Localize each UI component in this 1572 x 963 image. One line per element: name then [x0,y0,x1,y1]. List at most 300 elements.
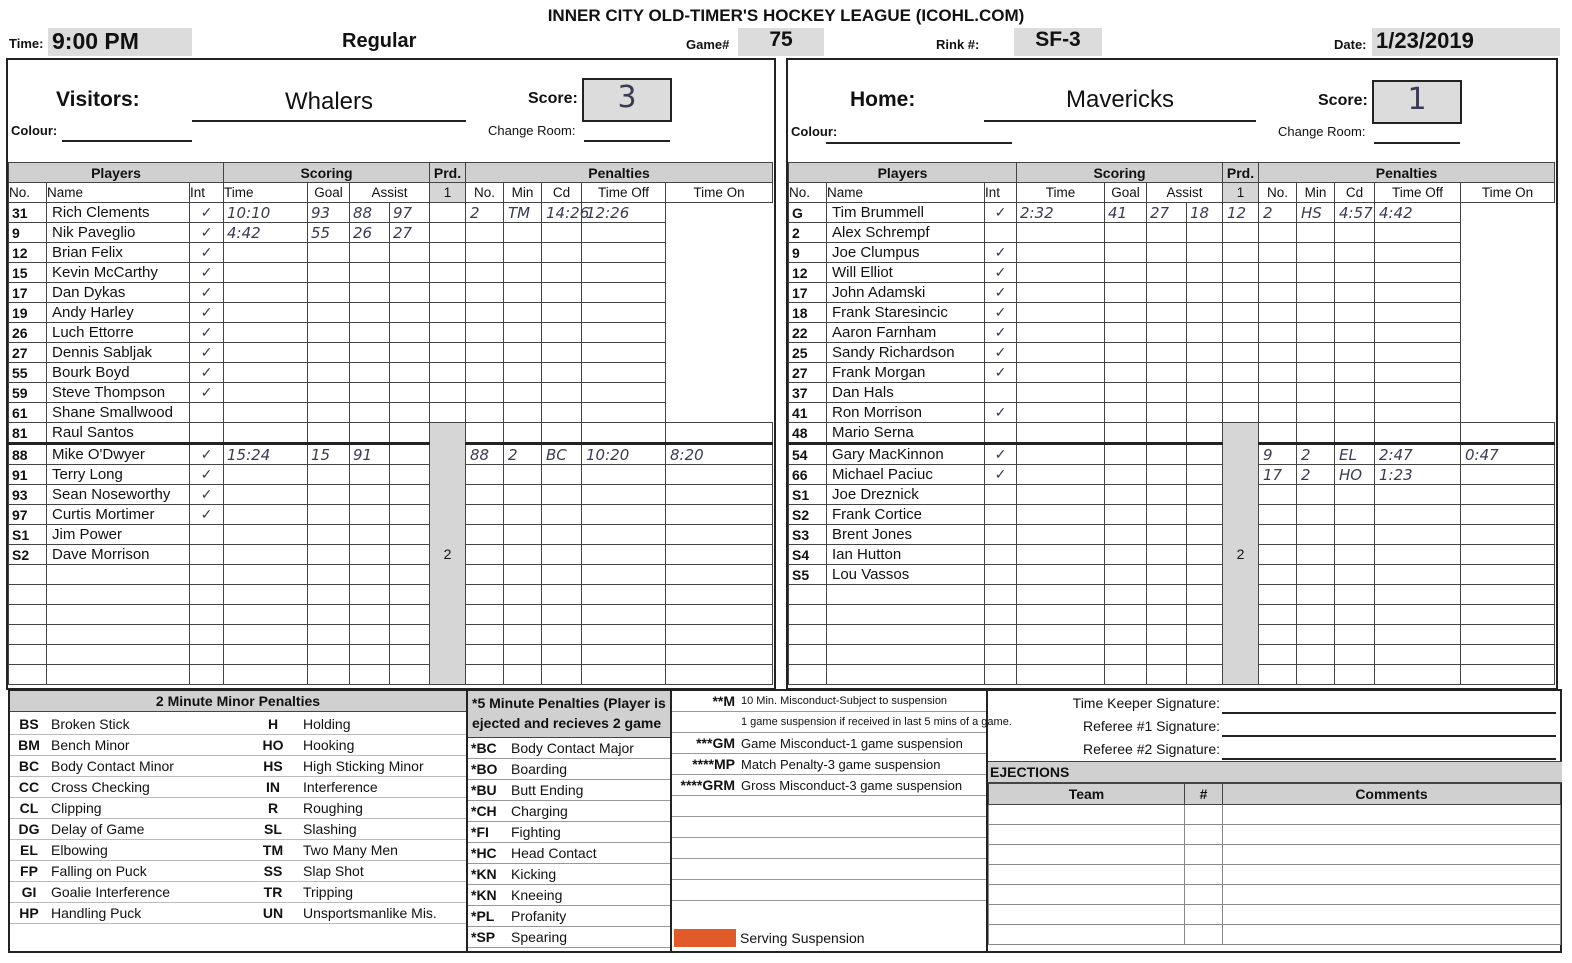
scoring-a1[interactable] [1147,545,1187,565]
scoring-goal[interactable] [1105,465,1147,485]
penalty-off[interactable]: 10:20 [582,444,666,465]
penalty-no[interactable] [466,605,504,625]
penalty-no[interactable] [430,263,466,283]
penalty-on[interactable] [1461,665,1555,685]
penalty-min[interactable]: 2 [1297,465,1335,485]
ejection-cell[interactable] [989,845,1185,865]
scoring-a2[interactable] [390,363,430,383]
scoring-a2[interactable]: 18 [1187,203,1223,223]
penalty-no[interactable] [1223,323,1259,343]
scoring-a1[interactable] [350,465,390,485]
scoring-a1[interactable] [350,283,390,303]
scoring-a1[interactable] [1147,243,1187,263]
penalty-off[interactable] [1335,343,1375,363]
penalty-min[interactable] [466,263,504,283]
scoring-a2[interactable] [1187,565,1223,585]
scoring-a1[interactable] [350,645,390,665]
penalty-cd[interactable] [504,403,542,423]
scoring-time[interactable] [224,465,308,485]
scoring-a2[interactable] [390,545,430,565]
penalty-on[interactable] [582,343,666,363]
penalty-no[interactable] [430,223,466,243]
penalty-min[interactable]: 2 [466,203,504,223]
penalty-off[interactable] [582,423,666,444]
scoring-goal[interactable] [308,243,350,263]
penalty-no[interactable] [430,323,466,343]
scoring-a2[interactable] [390,565,430,585]
scoring-time[interactable] [1017,585,1105,605]
scoring-time[interactable] [224,605,308,625]
scoring-time[interactable] [224,625,308,645]
penalty-off[interactable] [542,303,582,323]
penalty-on[interactable] [1375,243,1461,263]
ejection-cell[interactable] [1223,905,1561,925]
penalty-no[interactable] [1259,423,1297,444]
penalty-no[interactable] [430,283,466,303]
penalty-min[interactable] [466,363,504,383]
penalty-on[interactable] [1461,605,1555,625]
penalty-off[interactable] [542,403,582,423]
penalty-on[interactable] [1375,343,1461,363]
scoring-a2[interactable] [390,645,430,665]
penalty-no[interactable] [1259,525,1297,545]
scoring-a2[interactable] [390,605,430,625]
penalty-on[interactable] [1375,263,1461,283]
penalty-min[interactable] [1259,283,1297,303]
scoring-goal[interactable] [308,565,350,585]
scoring-a2[interactable] [1187,423,1223,444]
penalty-min[interactable] [504,423,542,444]
penalty-no[interactable]: 9 [1259,444,1297,465]
penalty-no[interactable] [466,585,504,605]
penalty-no[interactable] [466,505,504,525]
scoring-a1[interactable] [1147,403,1187,423]
penalty-no[interactable] [1259,485,1297,505]
penalty-off[interactable] [1375,505,1461,525]
penalty-cd[interactable] [1335,525,1375,545]
penalty-min[interactable] [466,303,504,323]
scoring-goal[interactable] [1105,423,1147,444]
scoring-goal[interactable] [1105,263,1147,283]
penalty-no[interactable] [1223,403,1259,423]
scoring-goal[interactable] [308,303,350,323]
scoring-goal[interactable] [308,525,350,545]
scoring-a1[interactable] [1147,263,1187,283]
penalty-no[interactable] [466,545,504,565]
scoring-time[interactable] [1017,283,1105,303]
penalty-cd[interactable] [1297,363,1335,383]
penalty-on[interactable] [666,645,773,665]
penalty-min[interactable] [1259,223,1297,243]
scoring-a2[interactable] [1187,525,1223,545]
penalty-cd[interactable] [1335,565,1375,585]
scoring-time[interactable] [224,645,308,665]
penalty-on[interactable] [666,465,773,485]
penalty-off[interactable] [542,343,582,363]
scoring-goal[interactable] [1105,645,1147,665]
scoring-goal[interactable] [308,505,350,525]
scoring-goal[interactable] [1105,323,1147,343]
scoring-time[interactable] [1017,505,1105,525]
scoring-goal[interactable] [1105,283,1147,303]
penalty-off[interactable] [582,565,666,585]
scoring-goal[interactable] [308,383,350,403]
scoring-a2[interactable] [390,525,430,545]
scoring-time[interactable] [224,665,308,685]
scoring-time[interactable] [224,263,308,283]
penalty-cd[interactable] [1297,223,1335,243]
penalty-off[interactable] [542,263,582,283]
scoring-a1[interactable] [1147,665,1187,685]
penalty-cd[interactable]: TM [504,203,542,223]
scoring-time[interactable] [1017,485,1105,505]
scoring-a2[interactable] [1187,223,1223,243]
scoring-a1[interactable] [350,525,390,545]
penalty-cd[interactable] [1335,505,1375,525]
scoring-time[interactable] [1017,263,1105,283]
scoring-a1[interactable] [1147,323,1187,343]
scoring-a2[interactable] [390,303,430,323]
scoring-goal[interactable] [308,605,350,625]
scoring-goal[interactable] [1105,565,1147,585]
scoring-time[interactable] [1017,383,1105,403]
penalty-min[interactable] [1297,585,1335,605]
penalty-on[interactable] [1461,645,1555,665]
scoring-time[interactable]: 4:42 [224,223,308,243]
scoring-a2[interactable] [390,343,430,363]
scoring-a2[interactable] [390,665,430,685]
scoring-a1[interactable] [1147,465,1187,485]
scoring-goal[interactable] [308,465,350,485]
penalty-no[interactable] [1259,505,1297,525]
penalty-off[interactable] [1375,585,1461,605]
scoring-a1[interactable] [1147,363,1187,383]
scoring-a2[interactable] [390,383,430,403]
penalty-no[interactable] [430,243,466,263]
ejection-cell[interactable] [989,805,1185,825]
scoring-goal[interactable] [308,545,350,565]
ejection-cell[interactable] [989,885,1185,905]
penalty-cd[interactable] [1297,343,1335,363]
penalty-cd[interactable] [504,263,542,283]
scoring-a1[interactable] [1147,525,1187,545]
penalty-on[interactable] [666,605,773,625]
penalty-no[interactable] [1223,283,1259,303]
scoring-a2[interactable] [1187,665,1223,685]
scoring-time[interactable] [1017,303,1105,323]
scoring-a2[interactable] [390,465,430,485]
penalty-off[interactable]: 1:23 [1375,465,1461,485]
penalty-min[interactable] [1259,363,1297,383]
penalty-cd[interactable] [1335,605,1375,625]
scoring-a1[interactable] [1147,625,1187,645]
penalty-min[interactable] [1259,303,1297,323]
penalty-cd[interactable] [1335,423,1375,444]
scoring-goal[interactable] [308,485,350,505]
penalty-off[interactable] [542,223,582,243]
ejection-cell[interactable] [1185,865,1223,885]
penalty-on[interactable] [666,505,773,525]
ejection-cell[interactable] [1185,905,1223,925]
penalty-on[interactable] [582,403,666,423]
penalty-cd[interactable] [542,423,582,444]
penalty-cd[interactable] [542,665,582,685]
scoring-time[interactable] [224,283,308,303]
penalty-min[interactable] [1259,403,1297,423]
scoring-a2[interactable] [1187,585,1223,605]
penalty-cd[interactable]: HO [1335,465,1375,485]
scoring-time[interactable] [1017,565,1105,585]
penalty-off[interactable] [1375,485,1461,505]
penalty-min[interactable] [1297,665,1335,685]
scoring-time[interactable] [224,485,308,505]
penalty-cd[interactable] [1297,403,1335,423]
penalty-min[interactable] [466,383,504,403]
penalty-min[interactable] [1259,343,1297,363]
penalty-on[interactable]: 8:20 [666,444,773,465]
scoring-a2[interactable] [390,263,430,283]
scoring-time[interactable] [1017,545,1105,565]
penalty-on[interactable] [666,665,773,685]
penalty-cd[interactable] [504,343,542,363]
scoring-goal[interactable] [1105,303,1147,323]
scoring-a1[interactable] [1147,223,1187,243]
scoring-a2[interactable] [1187,625,1223,645]
scoring-goal[interactable] [1105,223,1147,243]
scoring-a2[interactable] [1187,263,1223,283]
penalty-cd[interactable] [1335,585,1375,605]
penalty-on[interactable] [1461,485,1555,505]
penalty-off[interactable] [1335,283,1375,303]
scoring-a1[interactable] [1147,645,1187,665]
penalty-off[interactable] [1335,243,1375,263]
scoring-a2[interactable] [1187,444,1223,465]
scoring-time[interactable]: 2:32 [1017,203,1105,223]
scoring-time[interactable] [224,585,308,605]
scoring-time[interactable] [224,565,308,585]
ejection-cell[interactable] [1185,825,1223,845]
penalty-on[interactable] [1461,423,1555,444]
scoring-a2[interactable] [390,243,430,263]
penalty-off[interactable] [1335,403,1375,423]
ejection-cell[interactable] [1223,925,1561,945]
penalty-min[interactable] [1297,545,1335,565]
penalty-no[interactable] [430,343,466,363]
penalty-min[interactable] [466,343,504,363]
scoring-a2[interactable] [1187,283,1223,303]
scoring-a1[interactable] [350,545,390,565]
scoring-a1[interactable] [1147,383,1187,403]
penalty-no[interactable] [430,383,466,403]
penalty-on[interactable] [1375,383,1461,403]
scoring-time[interactable] [1017,323,1105,343]
penalty-off[interactable] [582,665,666,685]
penalty-off[interactable] [1375,525,1461,545]
penalty-min[interactable] [466,243,504,263]
penalty-on[interactable] [1375,403,1461,423]
scoring-goal[interactable] [308,343,350,363]
scoring-time[interactable] [1017,403,1105,423]
penalty-cd[interactable] [1335,485,1375,505]
penalty-no[interactable] [430,203,466,223]
penalty-min[interactable] [504,485,542,505]
scoring-goal[interactable]: 41 [1105,203,1147,223]
ejection-cell[interactable] [989,865,1185,885]
penalty-no[interactable] [466,525,504,545]
penalty-cd[interactable] [1335,665,1375,685]
penalty-no[interactable] [466,565,504,585]
penalty-no[interactable] [1223,383,1259,403]
penalty-no[interactable] [1259,605,1297,625]
scoring-goal[interactable] [308,423,350,444]
penalty-no[interactable] [466,625,504,645]
penalty-off[interactable] [582,605,666,625]
ejection-cell[interactable] [1223,845,1561,865]
penalty-no[interactable] [466,645,504,665]
scoring-goal[interactable]: 93 [308,203,350,223]
scoring-a1[interactable] [350,383,390,403]
penalty-on[interactable] [666,585,773,605]
scoring-a2[interactable] [390,403,430,423]
scoring-a1[interactable] [350,343,390,363]
referee2-signature-line[interactable] [1222,758,1556,760]
scoring-a1[interactable]: 88 [350,203,390,223]
penalty-cd[interactable] [542,545,582,565]
penalty-no[interactable] [1223,263,1259,283]
scoring-a1[interactable] [350,505,390,525]
penalty-off[interactable] [582,525,666,545]
penalty-off[interactable] [1335,223,1375,243]
penalty-off[interactable]: 4:57 [1335,203,1375,223]
scoring-a1[interactable]: 91 [350,444,390,465]
referee1-signature-line[interactable] [1222,735,1556,737]
penalty-on[interactable] [582,243,666,263]
penalty-no[interactable] [1223,343,1259,363]
penalty-cd[interactable] [542,645,582,665]
scoring-goal[interactable] [308,263,350,283]
penalty-off[interactable] [542,243,582,263]
scoring-goal[interactable] [308,665,350,685]
scoring-goal[interactable] [308,585,350,605]
scoring-goal[interactable] [1105,545,1147,565]
penalty-off[interactable] [1375,625,1461,645]
penalty-off[interactable] [582,465,666,485]
penalty-cd[interactable] [1297,323,1335,343]
scoring-a1[interactable] [350,243,390,263]
penalty-on[interactable] [1461,565,1555,585]
scoring-goal[interactable] [1105,585,1147,605]
penalty-on[interactable] [666,545,773,565]
scoring-a2[interactable] [1187,545,1223,565]
scoring-a1[interactable] [1147,485,1187,505]
scoring-a1[interactable] [350,625,390,645]
penalty-no[interactable] [1223,363,1259,383]
penalty-on[interactable] [582,223,666,243]
scoring-time[interactable] [224,363,308,383]
penalty-cd[interactable] [1297,263,1335,283]
penalty-min[interactable] [1259,383,1297,403]
penalty-on[interactable] [1375,223,1461,243]
scoring-time[interactable] [224,243,308,263]
penalty-cd[interactable] [542,505,582,525]
penalty-off[interactable] [1375,565,1461,585]
scoring-a2[interactable] [1187,323,1223,343]
penalty-min[interactable]: 2 [1259,203,1297,223]
ejection-cell[interactable] [989,925,1185,945]
scoring-time[interactable] [1017,444,1105,465]
scoring-time[interactable] [224,423,308,444]
scoring-goal[interactable] [1105,363,1147,383]
penalty-min[interactable] [504,465,542,485]
scoring-a2[interactable] [1187,363,1223,383]
ejection-cell[interactable] [1223,885,1561,905]
penalty-on[interactable]: 12:26 [582,203,666,223]
scoring-a2[interactable] [1187,383,1223,403]
penalty-cd[interactable] [542,525,582,545]
scoring-time[interactable]: 15:24 [224,444,308,465]
penalty-on[interactable] [1461,505,1555,525]
penalty-no[interactable] [1259,585,1297,605]
penalty-min[interactable] [1297,605,1335,625]
scoring-a2[interactable]: 97 [390,203,430,223]
scoring-a1[interactable] [350,605,390,625]
scoring-a1[interactable] [1147,343,1187,363]
penalty-cd[interactable] [1297,303,1335,323]
scoring-time[interactable] [1017,423,1105,444]
penalty-cd[interactable] [542,625,582,645]
ejection-cell[interactable] [1223,805,1561,825]
penalty-no[interactable] [1223,243,1259,263]
penalty-cd[interactable] [504,363,542,383]
scoring-a1[interactable] [350,363,390,383]
penalty-no[interactable]: 12 [1223,203,1259,223]
scoring-time[interactable] [1017,243,1105,263]
scoring-a2[interactable] [1187,403,1223,423]
penalty-min[interactable] [466,323,504,343]
scoring-goal[interactable] [308,625,350,645]
ejection-cell[interactable] [1185,805,1223,825]
ejection-cell[interactable] [1223,865,1561,885]
penalty-off[interactable] [542,323,582,343]
scoring-goal[interactable] [1105,505,1147,525]
penalty-on[interactable] [582,363,666,383]
penalty-on[interactable] [666,565,773,585]
penalty-on[interactable] [582,323,666,343]
penalty-off[interactable]: 14:26 [542,203,582,223]
penalty-min[interactable] [504,605,542,625]
penalty-off[interactable] [1375,645,1461,665]
scoring-time[interactable] [1017,665,1105,685]
penalty-cd[interactable] [1297,383,1335,403]
penalty-min[interactable] [504,645,542,665]
penalty-off[interactable] [542,383,582,403]
penalty-min[interactable]: 2 [1297,444,1335,465]
penalty-on[interactable] [1375,283,1461,303]
scoring-a2[interactable] [390,423,430,444]
penalty-no[interactable] [430,303,466,323]
scoring-goal[interactable]: 15 [308,444,350,465]
penalty-on[interactable] [1375,303,1461,323]
penalty-on[interactable] [666,525,773,545]
penalty-off[interactable] [1375,423,1461,444]
scoring-time[interactable] [1017,645,1105,665]
scoring-goal[interactable] [1105,625,1147,645]
scoring-a2[interactable] [390,283,430,303]
scoring-goal[interactable] [308,283,350,303]
scoring-time[interactable] [224,343,308,363]
penalty-cd[interactable] [542,605,582,625]
penalty-min[interactable]: 2 [504,444,542,465]
